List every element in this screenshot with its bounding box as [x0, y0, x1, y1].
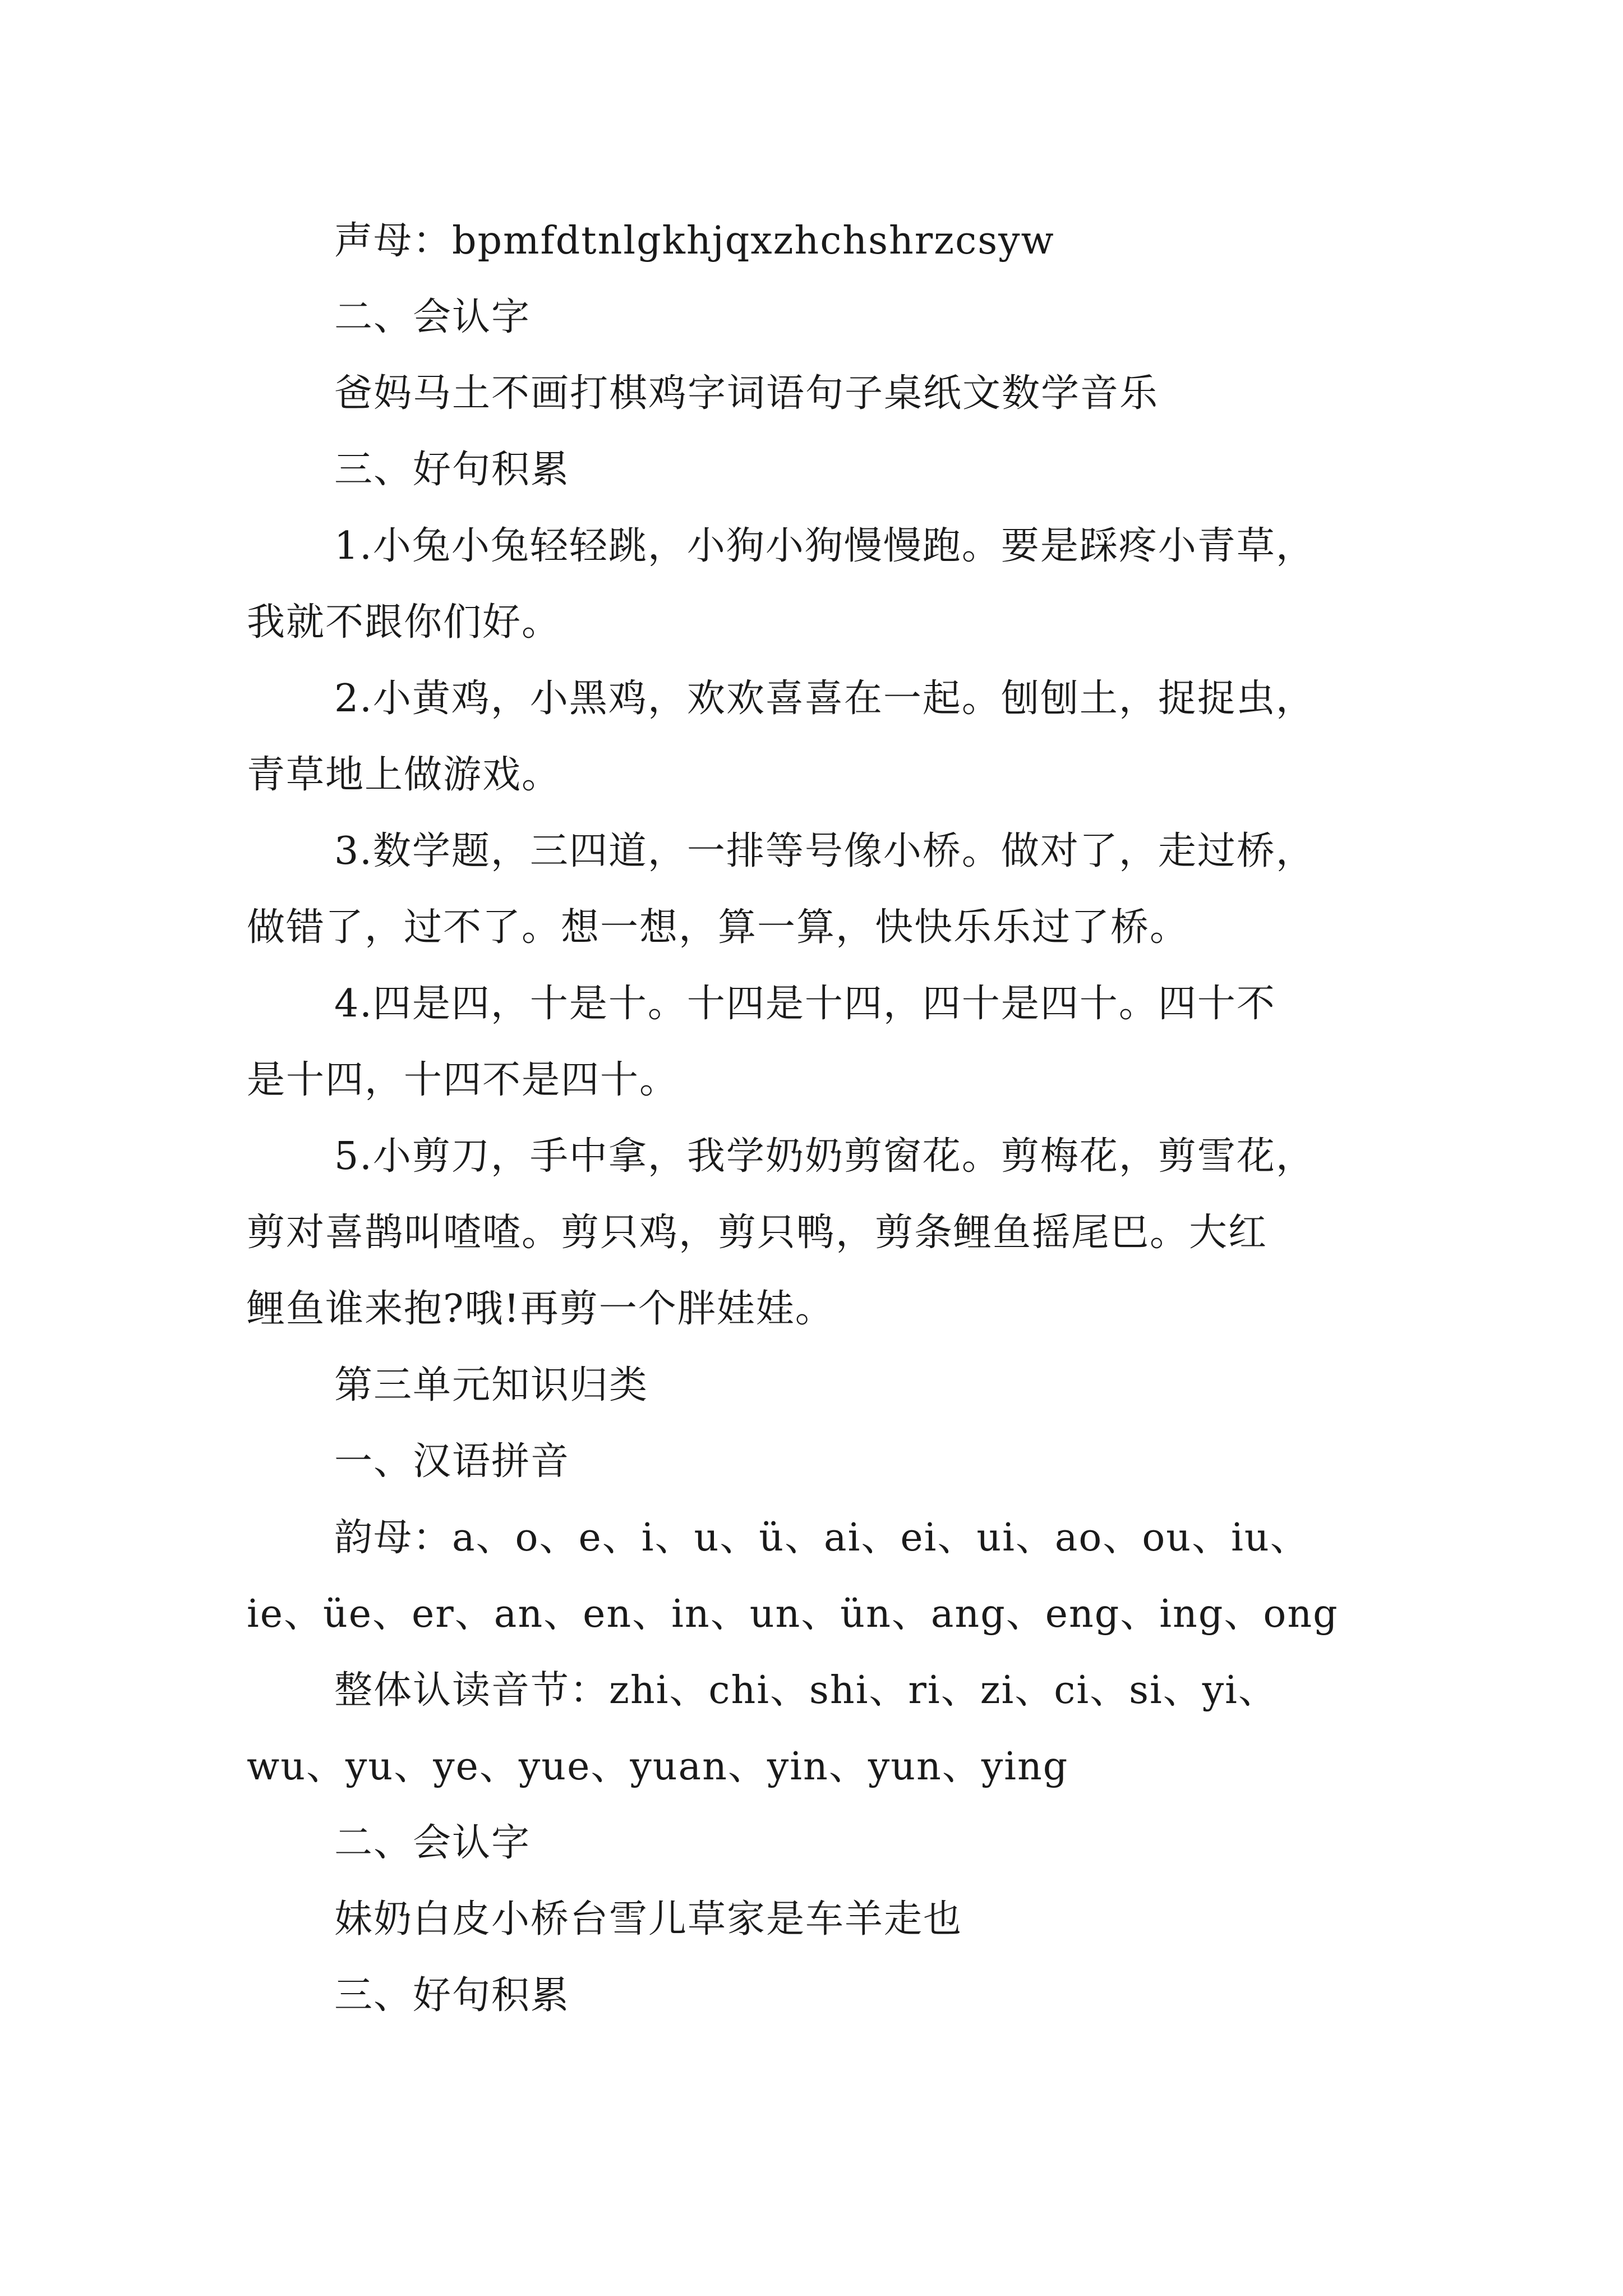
text-line: 鲤鱼谁来抱?哦!再剪一个胖娃娃。 — [247, 1287, 834, 1331]
section-heading: 二、会认字 — [334, 295, 531, 339]
unit-heading: 第三单元知识归类 — [334, 1363, 649, 1407]
section-heading: 三、好句积累 — [334, 448, 570, 492]
text-line: wu、yu、ye、yue、yuan、yin、yun、ying — [247, 1745, 1069, 1789]
text-line: 青草地上做游戏。 — [247, 753, 561, 797]
text-line: 是十四，十四不是四十。 — [247, 1058, 679, 1102]
text-line: 爸妈马土不画打棋鸡字词语句子桌纸文数学音乐 — [334, 371, 1159, 416]
text-line: 3.数学题，三四道，一排等号像小桥。做对了，走过桥， — [334, 829, 1315, 873]
text-line: 4.四是四，十是十。十四是十四，四十是四十。四十不 — [334, 982, 1276, 1026]
text-line: 韵母：a、o、e、i、u、ü、ai、ei、ui、ao、ou、iu、 — [334, 1516, 1310, 1560]
text-line: 声母：bpmfdtnlgkhjqxzhchshrzcsyw — [334, 219, 1055, 263]
section-heading: 三、好句积累 — [334, 1973, 570, 2018]
text-line: 1.小兔小兔轻轻跳，小狗小狗慢慢跑。要是踩疼小青草， — [334, 524, 1315, 568]
text-line: 2.小黄鸡，小黑鸡，欢欢喜喜在一起。刨刨土，捉捉虫， — [334, 677, 1315, 721]
document-body — [247, 203, 1424, 2034]
text-line: 做错了，过不了。想一想，算一算，快快乐乐过了桥。 — [247, 905, 1189, 950]
text-line: 剪对喜鹊叫喳喳。剪只鸡，剪只鸭，剪条鲤鱼摇尾巴。大红 — [247, 1211, 1268, 1255]
section-heading: 一、汉语拼音 — [334, 1439, 570, 1484]
section-heading: 二、会认字 — [334, 1821, 531, 1865]
text-line: 5.小剪刀，手中拿，我学奶奶剪窗花。剪梅花，剪雪花， — [334, 1134, 1315, 1179]
text-line: 我就不跟你们好。 — [247, 600, 561, 645]
text-line: 整体认读音节：zhi、chi、shi、ri、zi、ci、si、yi、 — [334, 1668, 1278, 1713]
text-line: 妹奶白皮小桥台雪儿草家是车羊走也 — [334, 1897, 963, 1941]
text-line: ie、üe、er、an、en、in、un、ün、ang、eng、ing、ong — [247, 1592, 1339, 1636]
